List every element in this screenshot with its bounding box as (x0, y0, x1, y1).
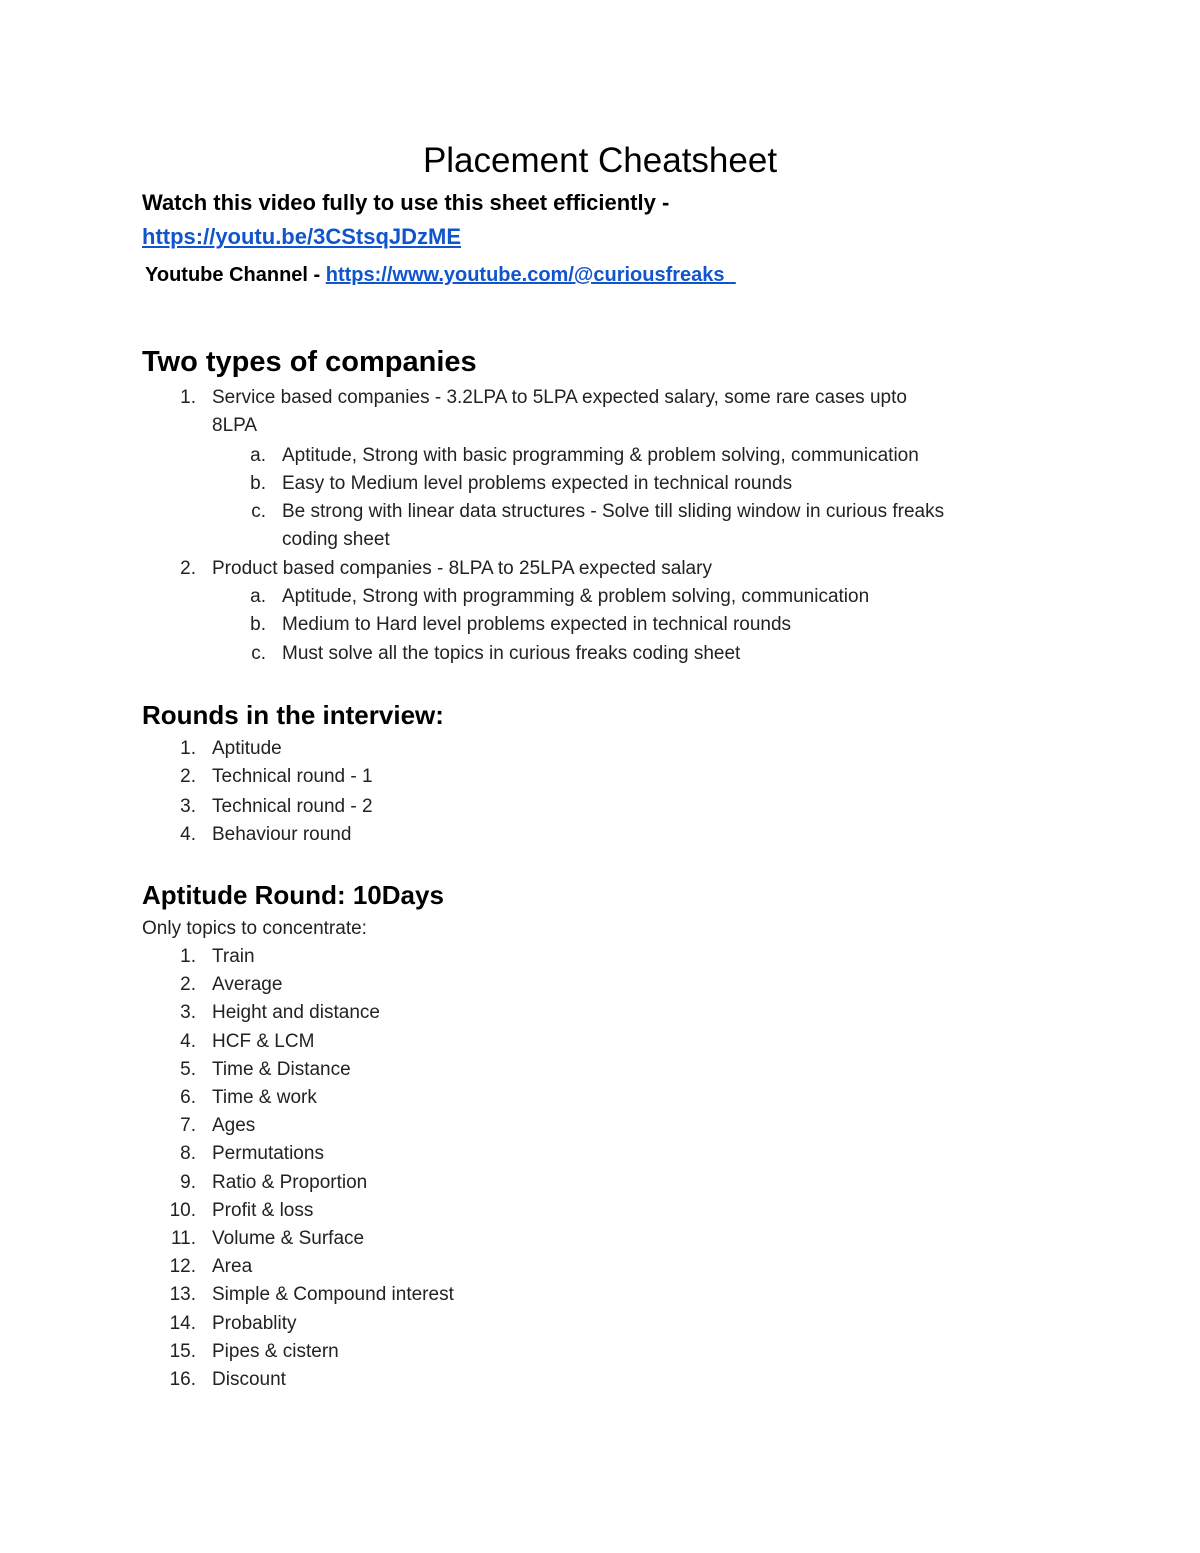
list-item (0, 640, 1200, 668)
list-number: a. (250, 445, 266, 466)
list-item (0, 1338, 1200, 1366)
list-item (0, 1028, 1200, 1056)
list-item (0, 971, 1200, 999)
list-text: Time & Distance (212, 1058, 351, 1080)
list-number: c. (251, 643, 266, 664)
list-number: a. (250, 586, 266, 607)
list-item (0, 611, 1200, 639)
list-text: Ratio & Proportion (212, 1171, 368, 1193)
list-text: Service based companies - 3.2LPA to 5LPA expected salary, some rare cases upto (212, 387, 907, 408)
list-number: 12. (169, 1256, 196, 1278)
list-text: Must solve all the topics in curious freaks coding sheet (282, 643, 741, 664)
list-text: Probablity (212, 1312, 297, 1334)
list-text: coding sheet (282, 529, 390, 550)
page-title: Placement Cheatsheet (422, 141, 778, 180)
list-text: Area (212, 1256, 253, 1278)
list-item (0, 1140, 1200, 1168)
list-text: Permutations (212, 1143, 324, 1165)
list-number: 15. (169, 1340, 196, 1362)
list-text: Aptitude, Strong with basic programming & problem solving, communication (282, 445, 919, 466)
list-item (0, 763, 1200, 791)
list-text: Average (212, 974, 283, 996)
list-text: Aptitude (212, 738, 282, 759)
list-number: 8. (180, 1143, 196, 1165)
list-text: Height and distance (212, 1002, 380, 1024)
list-item (0, 498, 1200, 526)
list-number: 4. (180, 824, 196, 845)
list-number: b. (250, 473, 266, 494)
list-item (0, 1084, 1200, 1112)
list-item (0, 412, 1200, 440)
list-number: b. (250, 614, 266, 635)
list-text: Ages (212, 1115, 256, 1137)
channel-label: Youtube Channel - (145, 264, 326, 286)
list-number: 4. (180, 1030, 196, 1052)
list-number: 9. (180, 1171, 196, 1193)
video-link[interactable]: https://youtu.be/3CStsqJDzME (142, 224, 462, 249)
list-item (0, 1310, 1200, 1338)
list-number: 3. (180, 796, 196, 817)
list-item (0, 1169, 1200, 1197)
list-number: 2. (180, 558, 196, 579)
section-heading-rounds: Rounds in the interview: (142, 700, 444, 730)
list-number: 1. (180, 387, 196, 408)
list-number: 11. (170, 1228, 196, 1249)
list-text: Simple & Compound interest (212, 1284, 454, 1306)
list-item (0, 442, 1200, 470)
list-number: 3. (180, 1002, 196, 1024)
section-heading-company-types: Two types of companies (142, 346, 477, 378)
list-text: 8LPA (212, 415, 258, 436)
list-text: Medium to Hard level problems expected in technical rounds (282, 614, 792, 635)
channel-link[interactable]: https://www.youtube.com/@curiousfreaks_ (325, 264, 736, 286)
list-text: Discount (212, 1369, 286, 1390)
list-item (0, 1225, 1200, 1253)
list-text: Product based companies - 8LPA to 25LPA expected salary (212, 558, 712, 579)
list-item (0, 943, 1200, 971)
list-item (0, 1056, 1200, 1084)
list-text: Time & work (212, 1087, 317, 1108)
list-item (0, 470, 1200, 498)
list-text: Technical round - 2 (212, 796, 373, 817)
list-text: Profit & loss (212, 1199, 314, 1221)
list-item (0, 1281, 1200, 1309)
list-text: Volume & Surface (212, 1228, 365, 1249)
list-number: 5. (180, 1058, 196, 1080)
list-number: 16. (169, 1369, 196, 1390)
list-number: 1. (180, 946, 196, 967)
list-text: Train (212, 946, 255, 967)
list-number: 10. (169, 1199, 196, 1221)
list-item (0, 1253, 1200, 1281)
section-heading-aptitude: Aptitude Round: 10Days (142, 880, 444, 910)
list-text: HCF & LCM (212, 1030, 315, 1052)
watch-video-note: Watch this video fully to use this sheet efficiently - (142, 190, 670, 215)
list-text: Behaviour round (212, 824, 352, 845)
list-text: Easy to Medium level problems expected in technical rounds (282, 473, 793, 494)
list-text: Aptitude, Strong with programming & problem solving, communication (282, 586, 870, 607)
list-number: 14. (169, 1312, 196, 1334)
list-number: 2. (180, 974, 196, 996)
list-number: 1. (180, 738, 196, 759)
list-item (0, 821, 1200, 849)
list-text: Pipes & cistern (212, 1340, 339, 1362)
list-number: c. (251, 501, 266, 522)
list-item (0, 1197, 1200, 1225)
list-item (0, 583, 1200, 611)
list-item (0, 1112, 1200, 1140)
list-text: Be strong with linear data structures - Solve till sliding window in curious freaks (282, 501, 945, 522)
list-item (0, 793, 1200, 821)
list-item (0, 526, 1200, 554)
channel-line (145, 260, 736, 290)
list-item (0, 384, 1200, 412)
list-text: Technical round - 1 (212, 766, 373, 787)
list-number: 2. (180, 766, 196, 787)
list-item (0, 999, 1200, 1027)
list-number: 7. (180, 1115, 196, 1137)
list-item (0, 555, 1200, 583)
list-number: 6. (180, 1087, 196, 1108)
list-number: 13. (169, 1284, 196, 1306)
topics-intro: Only topics to concentrate: (142, 918, 367, 939)
list-item (0, 1366, 1200, 1394)
list-item (0, 735, 1200, 763)
